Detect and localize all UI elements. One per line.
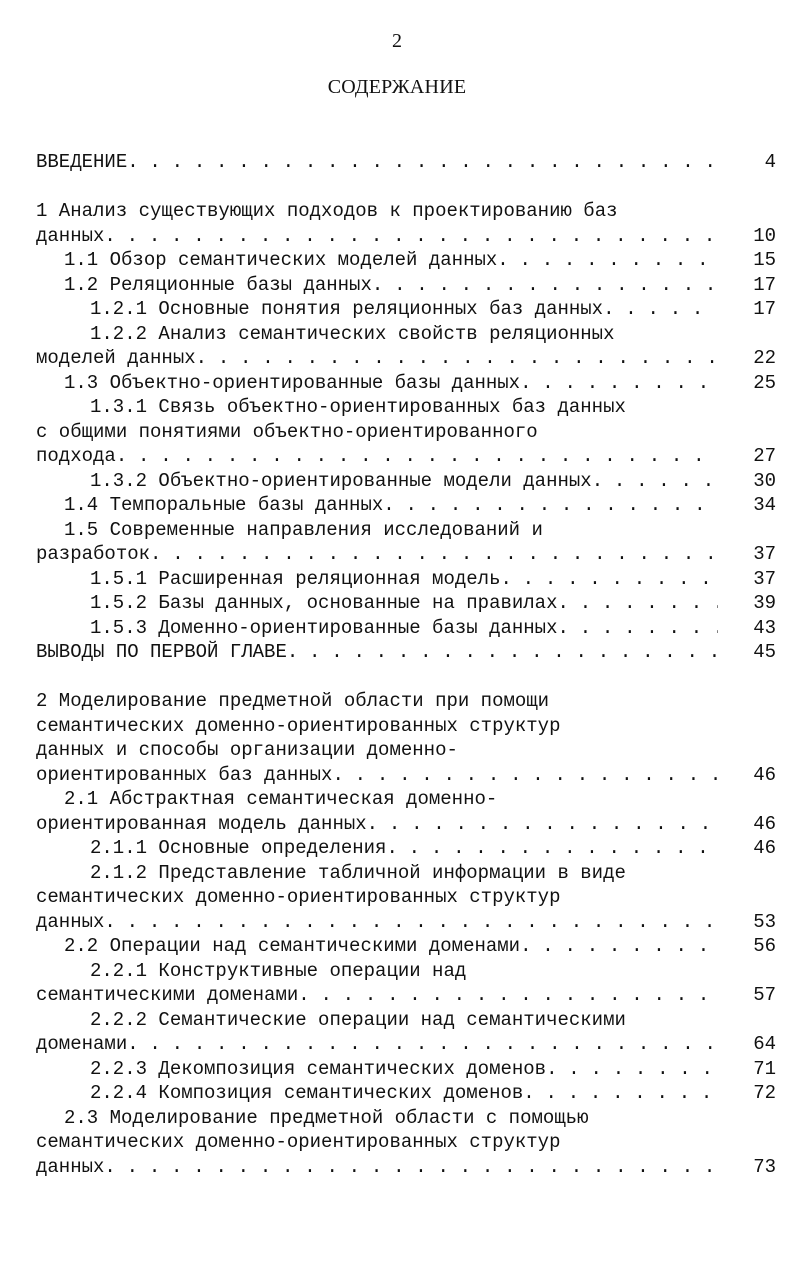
toc-entry-1-5-1[interactable]: [36, 567, 776, 592]
toc-entry-1-2[interactable]: [36, 273, 776, 298]
toc-entry-text: ориентированная модель данных: [36, 812, 367, 835]
toc-entry-2-1-2[interactable]: [36, 910, 776, 935]
toc-page-number: 46: [753, 837, 776, 859]
toc-entry-1-1[interactable]: [36, 248, 776, 273]
toc-entry-text: подхода: [36, 445, 116, 467]
toc-leader-dots: [127, 150, 718, 175]
toc-entry-2-3-line[interactable]: семантических доменно-ориентированных структур: [36, 1131, 561, 1153]
toc-entry-text: 1.3 Объектно-ориентированные базы данных: [64, 371, 521, 394]
toc-leader-dots: [520, 934, 718, 959]
toc-page-number: 57: [753, 984, 776, 1006]
toc-page-number: 25: [753, 371, 776, 394]
toc-entry-text: 2.1.1 Основные определения: [90, 837, 387, 859]
toc-page-number: 17: [753, 273, 776, 296]
toc-entry-ch1[interactable]: [36, 224, 776, 249]
toc-entry-ch2-line[interactable]: семантических доменно-ориентированных структур: [36, 714, 561, 737]
toc-entry-conclusions-1[interactable]: [36, 640, 776, 665]
toc-entry-text: ВВЕДЕНИЕ: [36, 151, 128, 173]
toc-leader-dots: [497, 248, 718, 273]
toc-entry-2-1[interactable]: [36, 812, 776, 837]
toc-entry-1-2-2[interactable]: [36, 346, 776, 371]
toc-entry-ch1-line[interactable]: 1 Анализ существующих подходов к проектированию баз: [36, 200, 618, 222]
toc-entry-1-5-2[interactable]: [36, 591, 776, 616]
toc-entry-text: 1.4 Темпоральные базы данных: [64, 494, 384, 516]
toc-entry-text: 2.2.3 Декомпозиция семантических доменов: [90, 1057, 547, 1080]
toc-entry-ch2-line[interactable]: 2 Моделирование предметной области при помощи: [36, 690, 550, 712]
toc-leader-dots: [127, 1032, 718, 1057]
toc-leader-dots: [298, 983, 718, 1008]
toc-entry-text: данных: [36, 910, 105, 933]
toc-entry-1-2-2-line[interactable]: 1.2.2 Анализ семантических свойств реляционных: [90, 322, 615, 345]
toc-leader-dots: [196, 346, 718, 371]
toc-leader-dots: [592, 469, 718, 494]
toc-leader-dots: [523, 1081, 718, 1106]
toc-leader-dots: [367, 812, 718, 837]
toc-leader-dots: [104, 224, 718, 249]
toc-entry-text: 1.2 Реляционные базы данных: [64, 273, 372, 296]
toc-entry-2-2-4[interactable]: [36, 1081, 776, 1106]
toc-leader-dots: [500, 567, 718, 592]
toc-entry-text: 1.1 Обзор семантических моделей данных: [64, 249, 498, 271]
toc-leader-dots: [104, 1155, 718, 1180]
toc-entry-intro[interactable]: [36, 150, 776, 175]
toc-leader-dots: [104, 910, 718, 935]
toc-entry-1-3[interactable]: [36, 371, 776, 396]
toc-entry-ch2-line[interactable]: данных и способы организации доменно-: [36, 739, 458, 761]
toc-entry-1-3-1-line[interactable]: с общими понятиями объектно-ориентированного: [36, 420, 538, 443]
toc-page-number: 17: [753, 298, 776, 320]
toc-page-number: 4: [764, 151, 776, 173]
toc-entry-text: 1.5.2 Базы данных, основанные на правилах: [90, 592, 558, 614]
toc-page-number: 64: [753, 1033, 776, 1055]
toc-entry-text: данных: [36, 224, 105, 247]
spacer: [36, 175, 776, 200]
toc-page-number: 72: [753, 1082, 776, 1104]
toc-entry-2-1-2-line[interactable]: семантических доменно-ориентированных структур: [36, 886, 561, 908]
toc-page-number: 73: [753, 1155, 776, 1178]
toc-page-number: 45: [753, 641, 776, 663]
toc-leader-dots: [557, 616, 718, 641]
toc-entry-1-3-1-line[interactable]: 1.3.1 Связь объектно-ориентированных баз данных: [90, 396, 626, 418]
toc-entry-1-3-2[interactable]: [36, 469, 776, 494]
toc-entry-2-2-2-line[interactable]: 2.2.2 Семантические операции над семантическими: [90, 1008, 626, 1031]
toc-entry-text: моделей данных: [36, 347, 196, 369]
table-of-contents: [36, 150, 776, 1179]
toc-leader-dots: [520, 371, 718, 396]
toc-page-number: 56: [753, 935, 776, 957]
toc-entry-text: 1.2.1 Основные понятия реляционных баз данных: [90, 298, 604, 320]
toc-entry-1-5[interactable]: [36, 542, 776, 567]
toc-entry-2-1-1[interactable]: [36, 836, 776, 861]
toc-entry-1-2-1[interactable]: [36, 297, 776, 322]
toc-entry-1-5-3[interactable]: [36, 616, 776, 641]
toc-entry-text: разработок: [36, 543, 151, 565]
toc-page-number: 22: [753, 347, 776, 369]
toc-page-number: 15: [753, 249, 776, 271]
toc-leader-dots: [116, 444, 718, 469]
page-title: СОДЕРЖАНИЕ: [327, 76, 467, 98]
toc-entry-2-2-2[interactable]: [36, 1032, 776, 1057]
toc-entry-ch2[interactable]: [36, 763, 776, 788]
toc-entry-2-2-1[interactable]: [36, 983, 776, 1008]
toc-page-number: 46: [753, 763, 776, 786]
toc-entry-1-3-1[interactable]: [36, 444, 776, 469]
toc-page-number: 46: [753, 812, 776, 835]
toc-entry-2-2-3[interactable]: [36, 1057, 776, 1082]
toc-entry-text: доменами: [36, 1033, 128, 1055]
toc-leader-dots: [150, 542, 718, 567]
toc-page-number: 39: [753, 592, 776, 614]
toc-entry-text: 1.5.1 Расширенная реляционная модель: [90, 567, 501, 590]
toc-page-number: 27: [753, 445, 776, 467]
toc-leader-dots: [546, 1057, 718, 1082]
toc-leader-dots: [603, 297, 718, 322]
toc-entry-text: ВЫВОДЫ ПО ПЕРВОЙ ГЛАВЕ: [36, 641, 287, 663]
toc-entry-text: ориентированных баз данных: [36, 763, 333, 786]
toc-leader-dots: [383, 493, 718, 518]
toc-page-number: 53: [753, 910, 776, 933]
toc-leader-dots: [287, 640, 718, 665]
toc-entry-text: 1.3.2 Объектно-ориентированные модели данных: [90, 469, 592, 492]
toc-page-number: 71: [753, 1057, 776, 1080]
toc-leader-dots: [332, 763, 718, 788]
toc-leader-dots: [386, 836, 718, 861]
toc-page-number: 34: [753, 494, 776, 516]
toc-entry-2-2[interactable]: [36, 934, 776, 959]
toc-entry-1-4[interactable]: [36, 493, 776, 518]
toc-entry-2-1-2-line[interactable]: 2.1.2 Представление табличной информации в виде: [90, 861, 626, 884]
toc-entry-2-1-line[interactable]: 2.1 Абстрактная семантическая доменно-: [64, 788, 498, 810]
toc-entry-1-5-line[interactable]: 1.5 Современные направления исследований и: [64, 518, 543, 541]
page-number: 2: [392, 30, 402, 52]
toc-entry-text: 2.2 Операции над семантическими доменами: [64, 935, 521, 957]
toc-page-number: 30: [753, 469, 776, 492]
toc-leader-dots: [372, 273, 718, 298]
toc-entry-2-2-1-line[interactable]: 2.2.1 Конструктивные операции над: [90, 959, 467, 982]
toc-leader-dots: [557, 591, 718, 616]
toc-page-number: 37: [753, 543, 776, 565]
spacer: [36, 665, 776, 690]
toc-entry-text: 2.2.4 Композиция семантических доменов: [90, 1082, 524, 1104]
toc-entry-2-3-line[interactable]: 2.3 Моделирование предметной области с помощью: [64, 1106, 589, 1129]
toc-entry-2-3[interactable]: [36, 1155, 776, 1180]
toc-page-number: 37: [753, 567, 776, 590]
toc-entry-text: 1.5.3 Доменно-ориентированные базы данных: [90, 616, 558, 639]
toc-page-number: 43: [753, 616, 776, 639]
toc-page-number: 10: [753, 224, 776, 247]
toc-entry-text: семантическими доменами: [36, 984, 299, 1006]
toc-entry-text: данных: [36, 1155, 105, 1178]
